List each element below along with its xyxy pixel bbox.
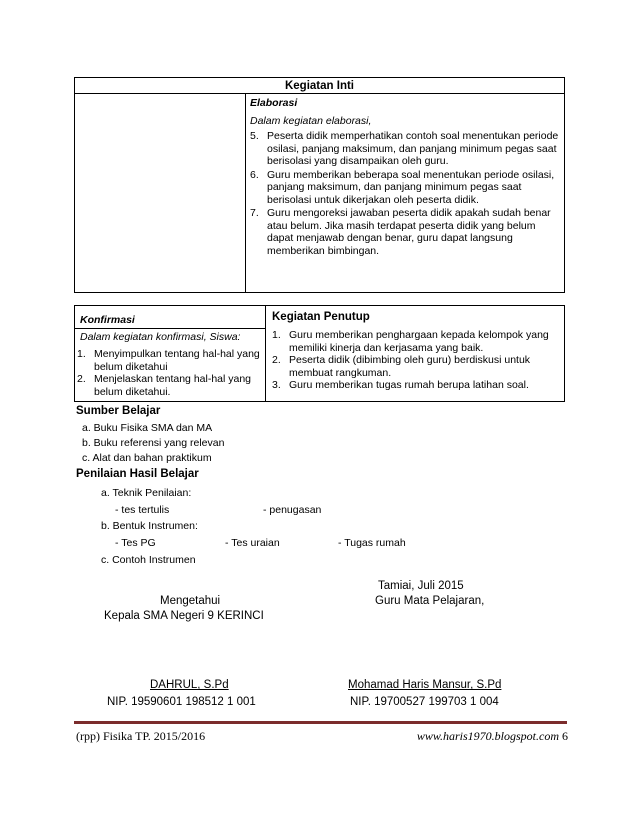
bentuk-item: - Tugas rumah [338, 537, 406, 549]
konfirmasi-title: Konfirmasi [80, 314, 135, 326]
footer-right [417, 729, 568, 744]
sumber-item: a. Buku Fisika SMA dan MA [82, 422, 213, 434]
footer-url: www.haris1970.blogspot.com [416, 729, 559, 743]
bentuk-item: - Tes PG [115, 537, 156, 549]
teknik-item: - tes tertulis [115, 504, 170, 516]
list-item: 1. Guru memberikan penghargaan kepada kelompok yang memiliki kinerja dan kerjasama yang baik. [272, 329, 549, 354]
penutup-list [272, 329, 562, 392]
list-item-text: Guru memberikan penghargaan kepada kelompok yang memiliki kinerja dan kerjasama yang baik. [289, 329, 549, 354]
list-item: 3. Guru memberikan tugas rumah berupa latihan soal. [272, 379, 529, 391]
konfirmasi-intro: Dalam kegiatan konfirmasi, Siswa: [80, 331, 241, 343]
elaborasi-intro: Dalam kegiatan elaborasi, [250, 115, 372, 127]
sumber-item: b. Buku referensi yang relevan [82, 437, 225, 449]
left-role: Mengetahui [160, 595, 221, 607]
bentuk-item: - Tes uraian [225, 537, 280, 549]
right-signer-nip: NIP. 19700527 199703 1 004 [350, 696, 499, 708]
list-item: 2. Menjelaskan tentang hal-hal yang belum diketahui. [77, 373, 252, 398]
table1-header: Kegiatan Inti [284, 80, 354, 92]
penutup-title: Kegiatan Penutup [272, 311, 370, 323]
penilaian-title: Penilaian Hasil Belajar [76, 468, 199, 480]
bentuk-label: b. Bentuk Instrumen: [101, 520, 198, 532]
page-number: 6 [562, 729, 568, 743]
sumber-item: c. Alat dan bahan praktikum [82, 452, 212, 464]
list-item: 6. Guru memberikan beberapa soal menentukan periode osilasi, panjang maksimum, dan panjang minimum pegas saat berisolasi untuk dikerjakan oleh peserta didik. [250, 168, 555, 206]
right-title: Guru Mata Pelajaran, [375, 595, 485, 607]
table1-header-border [74, 93, 565, 94]
sumber-title: Sumber Belajar [76, 405, 161, 417]
list-item-text: Menjelaskan tentang hal-hal yang belum diketahui. [94, 373, 252, 398]
list-item: 2. Peserta didik (dibimbing oleh guru) berdiskusi untuk membuat rangkuman. [272, 354, 531, 379]
elaborasi-title: Elaborasi [250, 97, 298, 109]
table1-bottom-border [74, 292, 565, 293]
list-item: 7. Guru mengoreksi jawaban peserta didik apakah sudah benar atau belum. Jika masih terdapat peserta didik yang belum dapat menjawab dengan benar, guru dapat langsung memberikan bimbingan. [250, 207, 551, 257]
footer-left: (rpp) Fisika TP. 2015/2016 [76, 729, 206, 743]
table2-bottom-border [74, 401, 565, 402]
left-title: Kepala SMA Negeri 9 KERINCI [104, 610, 264, 622]
konfirmasi-list [77, 348, 263, 398]
table2-top-border [74, 305, 565, 306]
elaborasi-list [250, 130, 560, 257]
teknik-item: - penugasan [263, 504, 322, 516]
table2-col-divider [265, 305, 266, 402]
konfirmasi-title-border [74, 328, 265, 329]
list-item-text: Guru memberikan beberapa soal menentukan periode osilasi, panjang maksimum, dan panjang minimum pegas saat berisolasi untuk dikerjakan oleh peserta didik. [267, 168, 555, 206]
list-item-text: Guru memberikan tugas rumah berupa latihan soal. [289, 379, 529, 391]
list-item-text: Menyimpulkan tentang hal-hal yang belum diketahui [94, 348, 260, 373]
contoh-label: c. Contoh Instrumen [101, 554, 196, 566]
table2-left-border [74, 305, 75, 402]
teknik-label: a. Teknik Penilaian: [101, 487, 192, 499]
right-signer-name: Mohamad Haris Mansur, S.Pd [348, 679, 502, 691]
table1-right-border [564, 77, 565, 293]
left-signer-nip: NIP. 19590601 198512 1 001 [107, 696, 256, 708]
table2-right-border [564, 305, 565, 402]
table1-col-divider [245, 93, 246, 293]
place-date: Tamiai, Juli 2015 [378, 580, 464, 592]
list-item: 1. Menyimpulkan tentang hal-hal yang belum diketahui [77, 348, 260, 373]
table1-top-border [74, 77, 565, 78]
list-item-text: Peserta didik (dibimbing oleh guru) berdiskusi untuk membuat rangkuman. [289, 354, 531, 379]
list-item: 5. Peserta didik memperhatikan contoh soal menentukan periode osilasi, panjang maksimum, dan panjang minimum pegas saat berisolasi yang disampaikan oleh guru. [250, 130, 559, 167]
table1-left-border [74, 77, 75, 293]
left-signer-name: DAHRUL, S.Pd [150, 679, 229, 691]
footer-rule [74, 721, 567, 724]
list-item-text: Guru mengoreksi jawaban peserta didik apakah sudah benar atau belum. Jika masih terdapat peserta didik yang belum dapat menjawab dengan benar, guru dapat langsung memberikan bimbingan. [267, 207, 551, 257]
list-item-text: Peserta didik memperhatikan contoh soal menentukan periode osilasi, panjang maksimum, dan panjang minimum pegas saat berisolasi yang disampaikan oleh guru. [267, 130, 559, 167]
